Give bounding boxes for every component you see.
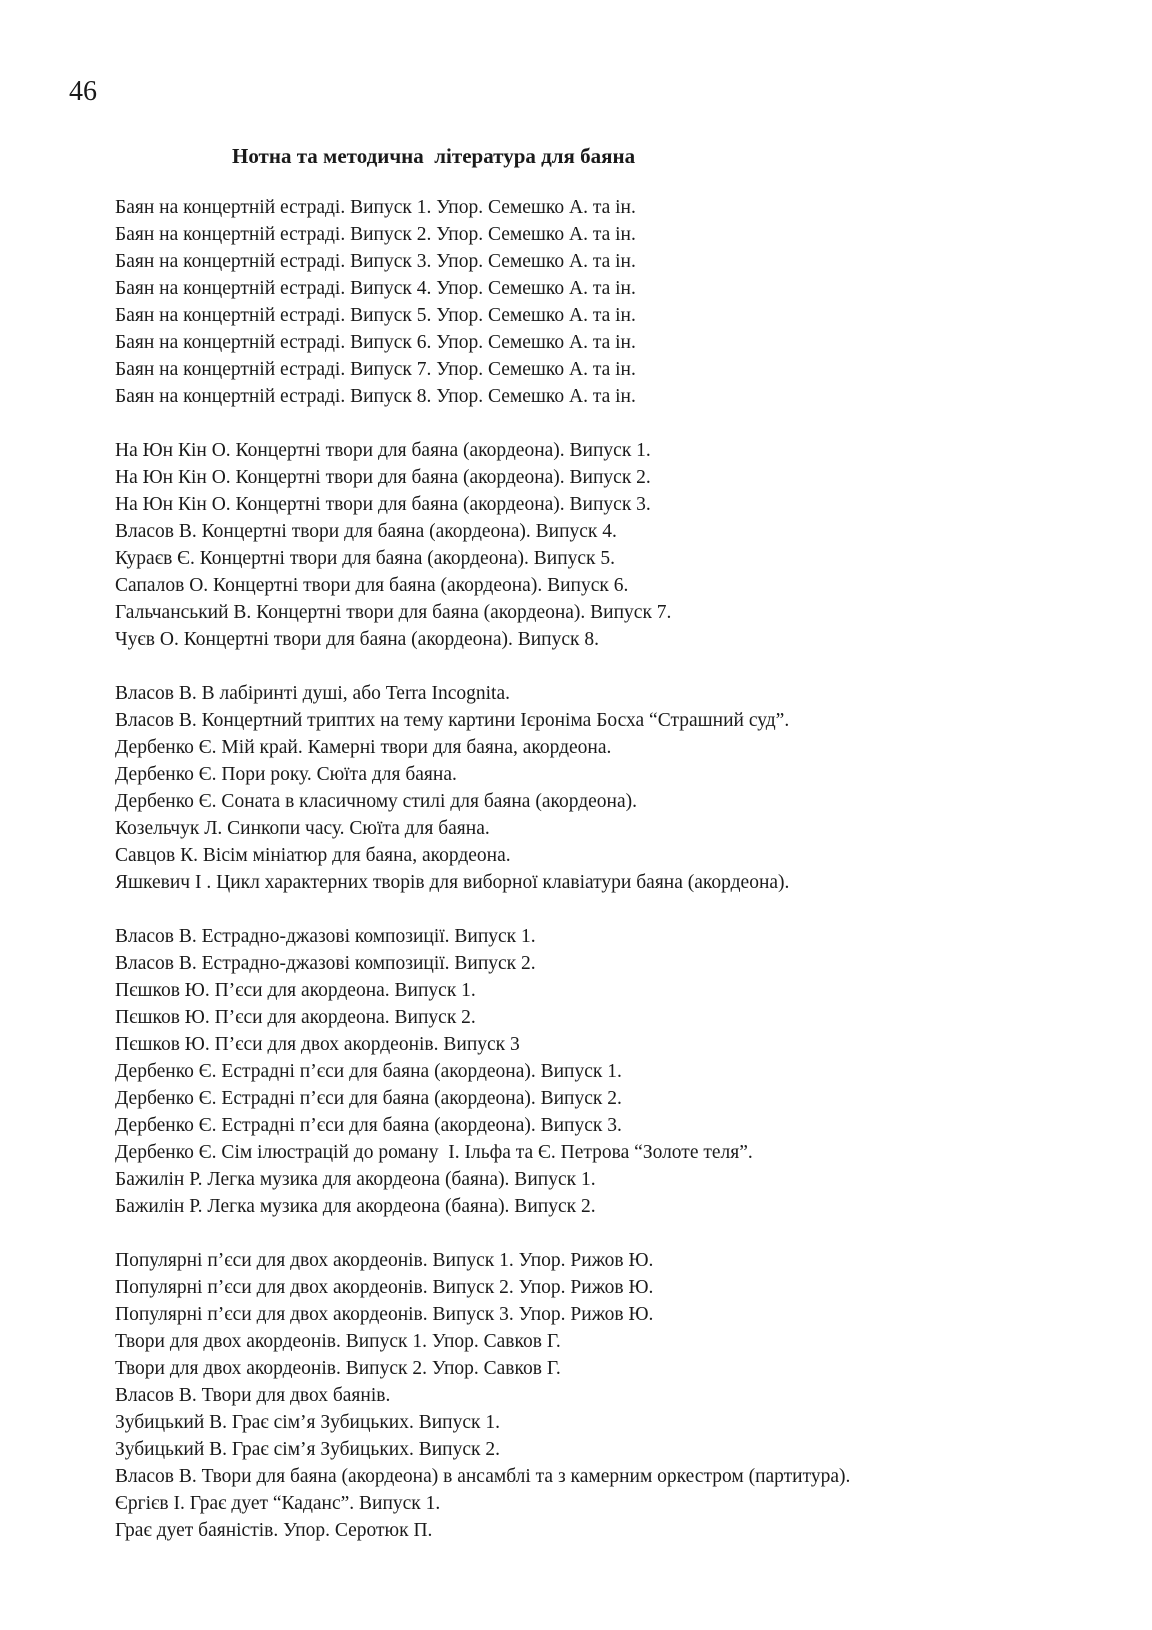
bibliography-entry: Пєшков Ю. П’єси для двох акордеонів. Випуск 3 <box>115 1034 520 1055</box>
bibliography-entry: Власов В. Концертний триптих на тему картини Ієроніма Босха “Страшний суд”. <box>115 710 790 731</box>
bibliography <box>115 194 1115 1571</box>
bibliography-entry: Баян на концертній естраді. Випуск 4. Упор. Семешко А. та ін. <box>115 278 636 299</box>
bibliography-entry: Єргієв І. Грає дует “Каданс”. Випуск 1. <box>115 1493 441 1514</box>
bibliography-entry: Кураєв Є. Концертні твори для баяна (акордеона). Випуск 5. <box>115 548 616 569</box>
bibliography-entry: Чуєв О. Концертні твори для баяна (акордеона). Випуск 8. <box>115 629 599 650</box>
bibliography-entry: Гальчанський В. Концертні твори для баяна (акордеона). Випуск 7. <box>115 602 672 623</box>
bibliography-entry: Баян на концертній естраді. Випуск 7. Упор. Семешко А. та ін. <box>115 359 636 380</box>
bibliography-entry: Пєшков Ю. П’єси для акордеона. Випуск 2. <box>115 1007 476 1028</box>
bibliography-entry: Козельчук Л. Синкопи часу. Сюїта для баяна. <box>115 818 490 839</box>
bibliography-entry: Власов В. В лабіринті душі, або Terra Incognita. <box>115 683 510 704</box>
bibliography-entry: Бажилін Р. Легка музика для акордеона (баяна). Випуск 1. <box>115 1169 596 1190</box>
bibliography-entry: Популярні п’єси для двох акордеонів. Випуск 1. Упор. Рижов Ю. <box>115 1250 654 1271</box>
bibliography-group-1 <box>115 194 1115 410</box>
bibliography-entry: Баян на концертній естраді. Випуск 1. Упор. Семешко А. та ін. <box>115 197 636 218</box>
bibliography-entry: Власов В. Концертні твори для баяна (акордеона). Випуск 4. <box>115 521 617 542</box>
bibliography-entry: Грає дует баяністів. Упор. Серотюк П. <box>115 1520 433 1541</box>
bibliography-entry: На Юн Кін О. Концертні твори для баяна (акордеона). Випуск 3. <box>115 494 651 515</box>
bibliography-entry: Власов В. Твори для баяна (акордеона) в ансамблі та з камерним оркестром (партитура). <box>115 1466 851 1487</box>
bibliography-entry: Савцов К. Вісім мініатюр для баяна, акордеона. <box>115 845 511 866</box>
bibliography-group-3 <box>115 680 1115 896</box>
bibliography-entry: Дербенко Є. Мій край. Камерні твори для баяна, акордеона. <box>115 737 612 758</box>
bibliography-entry: На Юн Кін О. Концертні твори для баяна (акордеона). Випуск 1. <box>115 440 651 461</box>
bibliography-group-5 <box>115 1247 1115 1544</box>
bibliography-entry: Зубицький В. Грає сім’я Зубицьких. Випуск 2. <box>115 1439 500 1460</box>
bibliography-group-2 <box>115 437 1115 653</box>
bibliography-entry: Баян на концертній естраді. Випуск 3. Упор. Семешко А. та ін. <box>115 251 636 272</box>
bibliography-entry: Бажилін Р. Легка музика для акордеона (баяна). Випуск 2. <box>115 1196 596 1217</box>
bibliography-entry: Дербенко Є. Естрадні п’єси для баяна (акордеона). Випуск 2. <box>115 1088 622 1109</box>
bibliography-entry: Пєшков Ю. П’єси для акордеона. Випуск 1. <box>115 980 476 1001</box>
bibliography-entry: Власов В. Естрадно-джазові композиції. Випуск 2. <box>115 953 536 974</box>
page-title: Нотна та методична література для баяна <box>232 144 636 168</box>
bibliography-entry: Власов В. Естрадно-джазові композиції. Випуск 1. <box>115 926 536 947</box>
bibliography-entry: Дербенко Є. Пори року. Сюїта для баяна. <box>115 764 457 785</box>
bibliography-entry: Дербенко Є. Соната в класичному стилі для баяна (акордеона). <box>115 791 637 812</box>
bibliography-entry: Дербенко Є. Естрадні п’єси для баяна (акордеона). Випуск 3. <box>115 1115 622 1136</box>
bibliography-entry: Твори для двох акордеонів. Випуск 1. Упор. Савков Г. <box>115 1331 561 1352</box>
bibliography-entry: Баян на концертній естраді. Випуск 2. Упор. Семешко А. та ін. <box>115 224 636 245</box>
bibliography-entry: Баян на концертній естраді. Випуск 5. Упор. Семешко А. та ін. <box>115 305 636 326</box>
bibliography-entry: Яшкевич І . Цикл характерних творів для виборної клавіатури баяна (акордеона). <box>115 872 790 893</box>
bibliography-group-4 <box>115 923 1115 1220</box>
bibliography-entry: Зубицький В. Грає сім’я Зубицьких. Випуск 1. <box>115 1412 500 1433</box>
bibliography-entry: Дербенко Є. Сім ілюстрацій до роману І. Ільфа та Є. Петрова “Золоте теля”. <box>115 1142 753 1163</box>
bibliography-entry: Дербенко Є. Естрадні п’єси для баяна (акордеона). Випуск 1. <box>115 1061 622 1082</box>
bibliography-entry: На Юн Кін О. Концертні твори для баяна (акордеона). Випуск 2. <box>115 467 651 488</box>
bibliography-entry: Популярні п’єси для двох акордеонів. Випуск 2. Упор. Рижов Ю. <box>115 1277 654 1298</box>
bibliography-entry: Баян на концертній естраді. Випуск 8. Упор. Семешко А. та ін. <box>115 386 636 407</box>
bibliography-entry: Власов В. Твори для двох баянів. <box>115 1385 391 1406</box>
bibliography-entry: Популярні п’єси для двох акордеонів. Випуск 3. Упор. Рижов Ю. <box>115 1304 654 1325</box>
bibliography-entry: Сапалов О. Концертні твори для баяна (акордеона). Випуск 6. <box>115 575 629 596</box>
bibliography-entry: Баян на концертній естраді. Випуск 6. Упор. Семешко А. та ін. <box>115 332 636 353</box>
bibliography-entry: Твори для двох акордеонів. Випуск 2. Упор. Савков Г. <box>115 1358 561 1379</box>
page-number: 46 <box>69 76 97 107</box>
